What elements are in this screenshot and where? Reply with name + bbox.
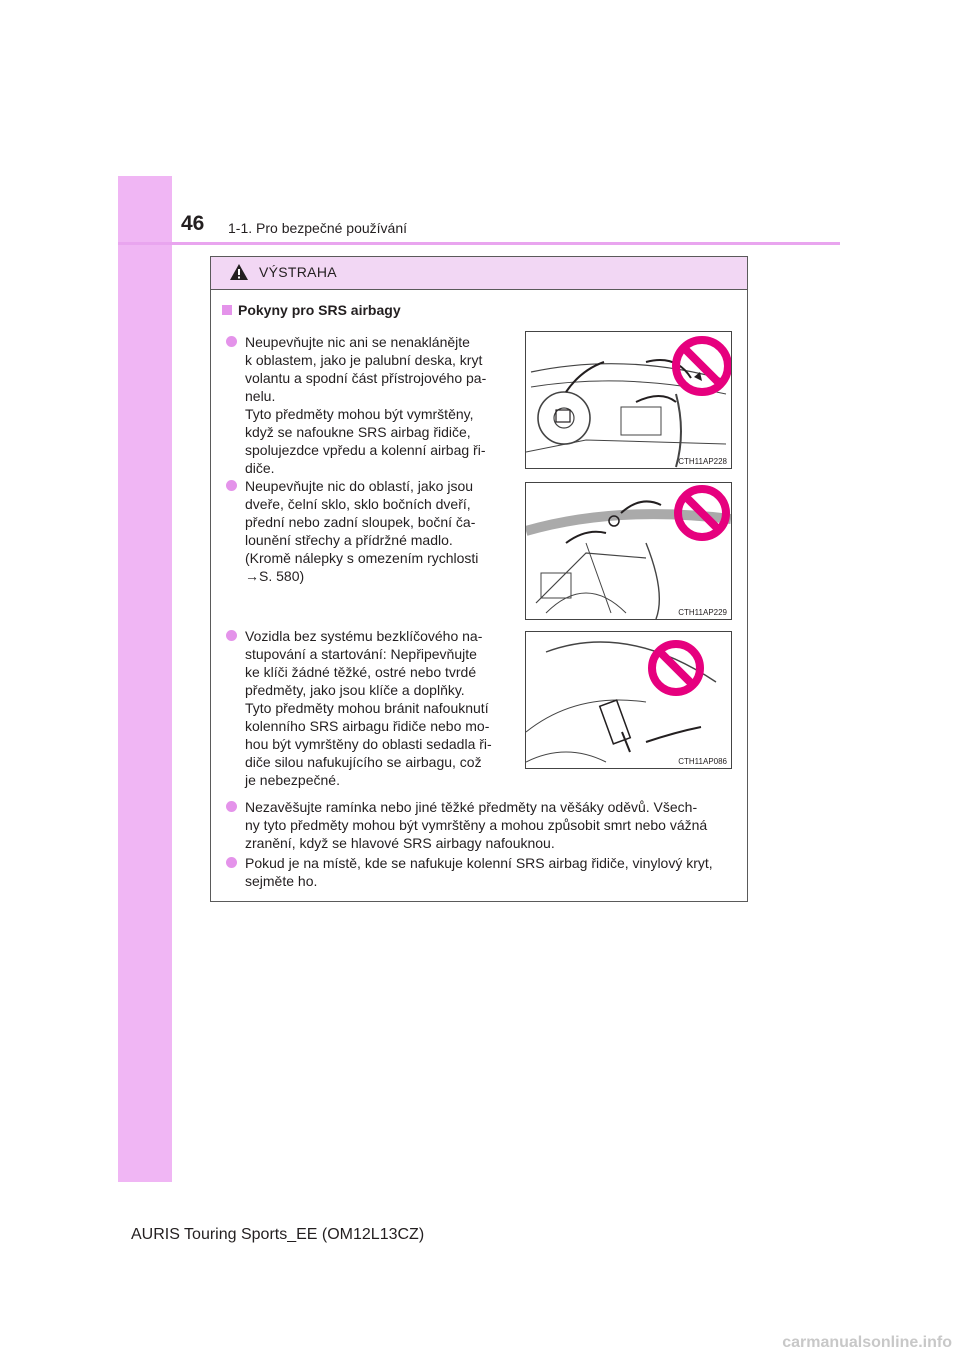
warning-bullet (226, 798, 746, 854)
warning-subheading (222, 302, 401, 318)
dashboard-illustration (526, 332, 731, 468)
figure-code: CTH11AP086 (678, 757, 727, 766)
warning-title: VÝSTRAHA (259, 264, 337, 280)
warning-bullet (226, 477, 516, 593)
warning-bullet (226, 333, 516, 483)
bullet-text: Neupevňujte nic do oblastí, jako jsou dveře, čelní sklo, sklo bočních dveří, přední nebo zadní sloupek, boční ča- lounění střechy a přídržné madlo. (Kromě nálepky s omezením rychlosti →S. 580) (245, 478, 479, 584)
bullet-dot-icon (226, 857, 237, 868)
prohibition-sign-icon (676, 340, 728, 392)
bullet-dot-icon (226, 480, 237, 491)
bullet-dot-icon (226, 336, 237, 347)
bullet-dot-icon (226, 801, 237, 812)
cabin-illustration (526, 483, 731, 619)
figure-code: CTH11AP229 (678, 608, 727, 617)
side-color-strip (118, 176, 172, 1182)
figure-key (525, 631, 732, 769)
bullet-text: Pokud je na místě, kde se nafukuje kolenní SRS airbag řidiče, vinylový kryt, sejměte ho. (245, 855, 713, 889)
warning-header (211, 257, 747, 290)
bullet-text: Nezavěšujte ramínka nebo jiné těžké předměty na věšáky oděvů. Všech- ny tyto předměty mohou být vymrštěny a mohou způsobit smrt nebo vážná zranění, když se hlavové SRS airbagy nafouknou. (245, 799, 708, 851)
key-illustration (526, 632, 731, 768)
bullet-dot-icon (226, 630, 237, 641)
figure-cabin-interior (525, 482, 732, 620)
warning-bullet (226, 854, 746, 894)
subheading-text: Pokyny pro SRS airbagy (238, 302, 401, 318)
square-bullet-icon (222, 305, 232, 315)
warning-triangle-icon (229, 263, 249, 281)
page-number: 46 (181, 212, 205, 235)
figure-code: CTH11AP228 (678, 457, 727, 466)
warning-bullet (226, 627, 516, 797)
warning-box (210, 256, 748, 902)
footer-manual-id: AURIS Touring Sports_EE (OM12L13CZ) (131, 1226, 425, 1243)
bullet-text: Neupevňujte nic ani se nenaklánějte k oblastem, jako je palubní deska, kryt volantu a spodní část přístrojového pa- nelu. Tyto předměty mohou být vymrštěny, když se nafoukne SRS airbag řidiče, spolujezdce vpředu a kolenní airbag ři- diče. (245, 334, 487, 476)
figure-dashboard (525, 331, 732, 469)
section-title: 1-1. Pro bezpečné používání (228, 220, 408, 236)
bullet-text: Vozidla bez systému bezklíčového na- stupování a startování: Nepřipevňujte ke klíči žádné těžké, ostré nebo tvrdé předměty, jako jsou klíče a doplňky. Tyto předměty mohou bránit nafouknutí kolenního SRS airbagu řidiče nebo mo- hou být vymrštěny do oblasti sedadla ři- diče silou nafukujícího se airbagu, což je nebezpečné. (245, 628, 492, 788)
watermark: carmanualsonline.info (782, 1334, 952, 1351)
header-rule (118, 242, 840, 245)
